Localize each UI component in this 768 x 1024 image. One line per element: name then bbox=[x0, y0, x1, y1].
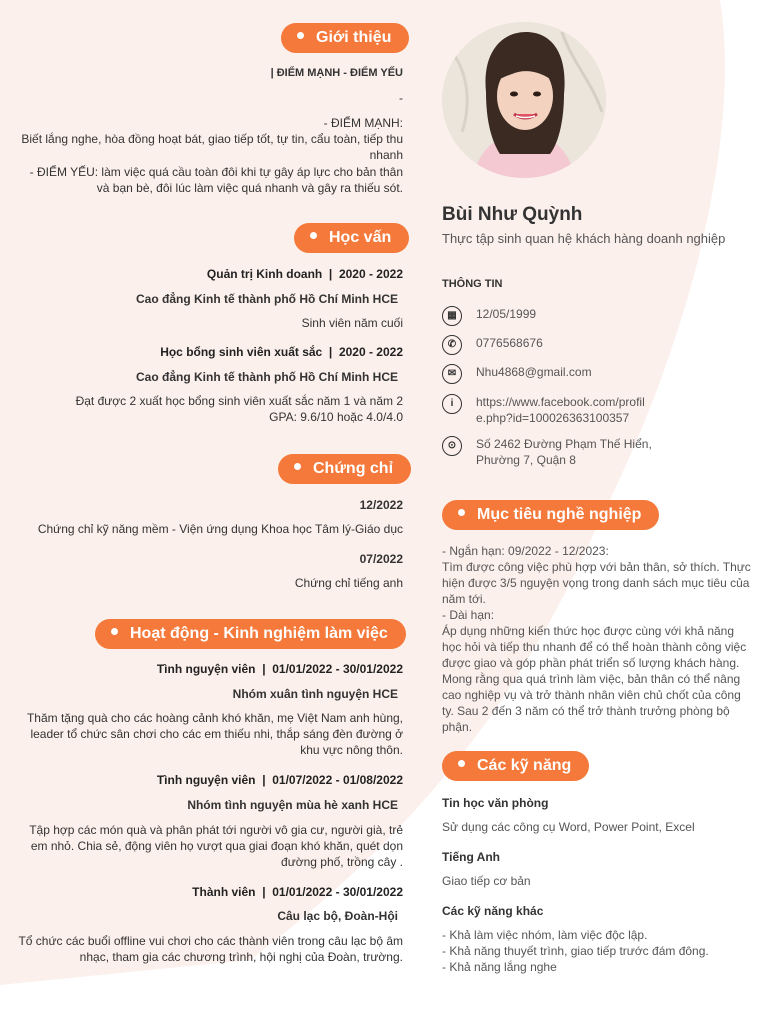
skill-line: Sử dụng các công cụ Word, Power Point, Excel bbox=[442, 820, 695, 834]
objective-text bbox=[442, 543, 754, 735]
bullet-dot bbox=[111, 628, 118, 635]
activity-role: Tình nguyện viên bbox=[156, 773, 256, 787]
section-heading-skills bbox=[442, 751, 589, 781]
activity-org: Câu lạc bộ, Đoàn-Hội bbox=[277, 909, 398, 923]
section-heading-intro bbox=[281, 23, 409, 53]
phone-icon: ✆ bbox=[442, 335, 462, 355]
bullet-dot bbox=[297, 32, 304, 39]
education-gpa: GPA: 9.6/10 hoặc 4.0/4.0 bbox=[269, 410, 403, 424]
skill-group-title: Tin học văn phòng bbox=[442, 796, 549, 810]
activity-period: 01/07/2022 - 01/08/2022 bbox=[272, 773, 403, 787]
bullet-dot bbox=[458, 509, 465, 516]
section-heading-objective bbox=[442, 500, 659, 530]
education-item-header bbox=[207, 267, 403, 281]
certificate-name: Chứng chỉ kỹ năng mềm - Viện ứng dụng Khoa học Tâm lý-Giáo dục bbox=[37, 522, 403, 536]
education-desc: Sinh viên năm cuối bbox=[301, 316, 403, 330]
profile-job-title: Thực tập sinh quan hệ khách hàng doanh nghiệp bbox=[442, 231, 726, 246]
intro-strength-label: - ĐIỂM MẠNH: bbox=[323, 116, 403, 130]
activity-header bbox=[157, 662, 403, 676]
objective-line: Tìm được công việc phù hợp với bản thân, sở thích. Thực hiện được 3/5 nguyện vọng trong danh sách mục tiêu của năm tới. bbox=[442, 560, 751, 606]
skill-line: - Khả năng lắng nghe bbox=[442, 960, 557, 974]
section-heading-activities bbox=[95, 619, 406, 649]
activity-org: Nhóm tình nguyện mùa hè xanh HCE bbox=[187, 798, 398, 812]
objective-line: - Dài hạn: bbox=[442, 608, 495, 622]
activity-header bbox=[157, 773, 403, 787]
education-title: Quản trị Kinh doanh bbox=[206, 267, 323, 281]
bullet-dot bbox=[294, 463, 301, 470]
certificate-date: 07/2022 bbox=[359, 552, 403, 566]
info-address: Số 2462 Đường Phạm Thế Hiển, Phường 7, Quận 8 bbox=[476, 437, 652, 467]
education-item-header bbox=[160, 345, 403, 359]
certificate-name: Chứng chỉ tiếng anh bbox=[294, 576, 403, 590]
info-icon: i bbox=[442, 394, 462, 414]
activity-role: Tình nguyện viên bbox=[156, 662, 256, 676]
objective-line: - Ngắn hạn: 09/2022 - 12/2023: bbox=[442, 544, 609, 558]
info-heading: THÔNG TIN bbox=[442, 278, 503, 290]
separator: | bbox=[262, 885, 266, 899]
section-heading-education bbox=[294, 223, 409, 253]
activity-role: Thành viên bbox=[192, 885, 256, 899]
section-heading-certificates bbox=[278, 454, 411, 484]
section-heading-label: Các kỹ năng bbox=[477, 757, 572, 774]
certificate-date: 12/2022 bbox=[359, 498, 403, 512]
activity-period: 01/01/2022 - 30/01/2022 bbox=[272, 885, 403, 899]
intro-subheading: | ĐIỂM MẠNH - ĐIỂM YẾU bbox=[270, 67, 403, 79]
intro-weakness-text: - ĐIỂM YẾU: làm việc quá cầu toàn đôi khi tự gây áp lực cho bản thân và bạn bè, đôi lúc làm việc quá nhanh và gây ra thiếu sót. bbox=[29, 165, 403, 195]
objective-line: Áp dụng những kiến thức học được cùng với khả năng học hỏi và tiếp thu nhanh để có thể hoàn thành công việc được giao và góp phần phát triển số lượng khách hàng. Mong rằng qua quá trình làm việc, bản thân có thể nâng cao nghiệp vụ và trở thành nhân viên chủ chốt của công ty. Sau 2 đến 3 năm có thể trở thành trưởng phòng bộ phận. bbox=[442, 624, 747, 734]
education-desc: Đạt được 2 xuất học bổng sinh viên xuất sắc năm 1 và năm 2 bbox=[75, 394, 403, 408]
education-school: Cao đẳng Kinh tế thành phố Hồ Chí Minh HCE bbox=[136, 292, 398, 306]
separator: | bbox=[262, 773, 266, 787]
intro-strength-text: Biết lắng nghe, hòa đồng hoạt bát, giao tiếp tốt, tự tin, cẩu toàn, tiếp thu nhanh bbox=[21, 132, 403, 162]
skill-line: - Khả làm việc nhóm, làm việc độc lập. bbox=[442, 928, 648, 942]
skill-line: Giao tiếp cơ bản bbox=[442, 874, 531, 888]
info-email[interactable]: Nhu4868@gmail.com bbox=[476, 365, 592, 379]
activity-desc: Tập hợp các món quà và phân phát tới người vô gia cư, người già, trẻ em nhỏ. Chia sẻ, động viên họ vượt qua giai đoạn khó khăn, quét dọn đường phố, trồng cây . bbox=[29, 823, 403, 869]
bullet-dot bbox=[310, 232, 317, 239]
separator: | bbox=[262, 662, 266, 676]
intro-dash: - bbox=[399, 91, 403, 105]
info-birthdate: 12/05/1999 bbox=[476, 307, 537, 321]
profile-name: Bùi Như Quỳnh bbox=[442, 204, 583, 225]
section-heading-label: Hoạt động - Kinh nghiệm làm việc bbox=[130, 625, 388, 642]
skill-group-title: Tiếng Anh bbox=[442, 850, 500, 864]
activity-header bbox=[192, 885, 403, 899]
activity-period: 01/01/2022 - 30/01/2022 bbox=[272, 662, 403, 676]
education-period: 2020 - 2022 bbox=[338, 345, 403, 359]
activity-desc: Tổ chức các buổi offline vui chơi cho các thành viên trong câu lạc bộ âm nhạc, tham gia các chương trình, hội nghị của Đoàn, trường. bbox=[18, 934, 403, 964]
email-icon: ✉ bbox=[442, 364, 462, 384]
education-school: Cao đẳng Kinh tế thành phố Hồ Chí Minh HCE bbox=[136, 370, 398, 384]
info-facebook-link[interactable]: https://www.facebook.com/profile.php?id=100026363100357 bbox=[476, 395, 645, 425]
separator: | bbox=[328, 267, 333, 281]
activity-org: Nhóm xuân tình nguyện HCE bbox=[232, 687, 398, 701]
calendar-icon: ▦ bbox=[442, 306, 462, 326]
education-title: Học bổng sinh viên xuất sắc bbox=[160, 345, 323, 359]
bullet-dot bbox=[458, 760, 465, 767]
section-heading-label: Mục tiêu nghề nghiệp bbox=[477, 506, 642, 523]
info-phone: 0776568676 bbox=[476, 336, 543, 350]
location-icon: ⊙ bbox=[442, 436, 462, 456]
separator: | bbox=[328, 345, 333, 359]
section-heading-label: Giới thiệu bbox=[316, 29, 392, 46]
skill-line: - Khả năng thuyết trình, giao tiếp trước đám đông. bbox=[442, 944, 709, 958]
avatar bbox=[442, 22, 606, 178]
skill-group-title: Các kỹ năng khác bbox=[442, 904, 544, 918]
activity-desc: Thăm tặng quà cho các hoàng cảnh khó khăn, mẹ Việt Nam anh hùng, leader tổ chức sân chơi cho các em thiếu nhi, thắp sáng đèn đường ở khu vực nông thôn. bbox=[26, 711, 403, 757]
section-heading-label: Học vấn bbox=[329, 229, 392, 246]
section-heading-label: Chứng chỉ bbox=[313, 460, 394, 477]
education-period: 2020 - 2022 bbox=[338, 267, 403, 281]
